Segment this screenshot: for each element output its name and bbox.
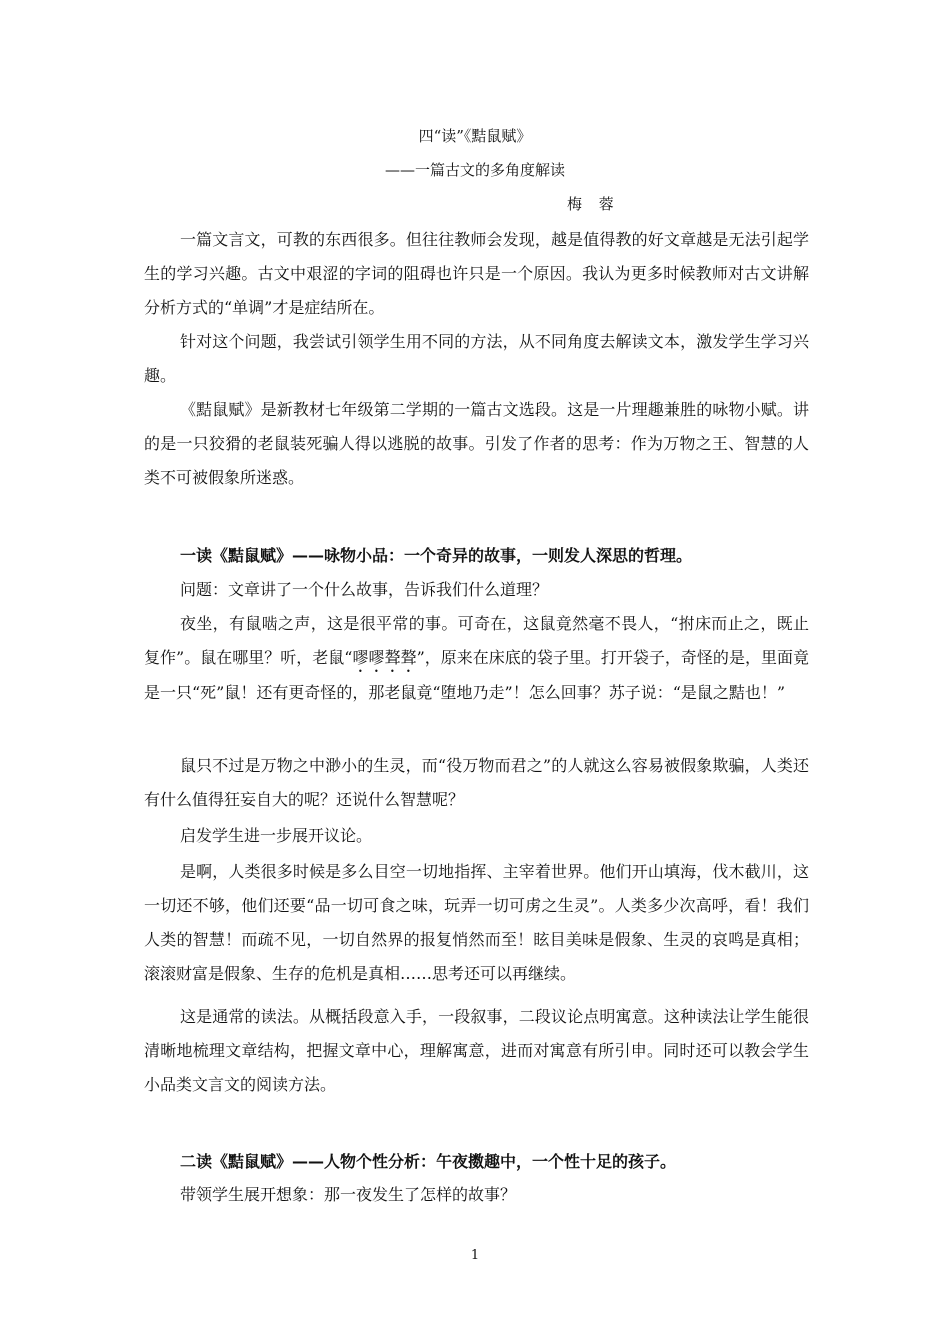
author-name: 梅 蓉 bbox=[567, 195, 620, 213]
section-1-paragraph-1-start: 夜坐，有鼠啮之声，这是很平常的事。可奇在，这鼠竟然毫不畏人，“拊床而止之，既止复作”。鼠在哪里？听，老鼠“ bbox=[144, 614, 809, 667]
intro-paragraph-3: 《黠鼠赋》是新教材七年级第二学期的一篇古文选段。这是一片理趣兼胜的咏物小赋。讲的是一只狡猾的老鼠装死骗人得以逃脱的故事。引发了作者的思考：作为万物之王、智慧的人类不可被假象所迷惑。 bbox=[144, 400, 809, 487]
section-1-paragraph-4: 是啊，人类很多时候是多么目空一切地指挥、主宰着世界。他们开山填海，伐木截川，这一切还不够，他们还要“品一切可食之味，玩弄一切可虏之生灵”。人类多少次高呼，看！我们人类的智慧！而疏不见，一切自然界的报复悄然而至！眩目美味是假象、生灵的哀鸣是真相；滚滚财富是假象、生存的危机是真相……思考还可以再继续。 bbox=[144, 862, 809, 983]
section-1-heading: 一读《黠鼠赋》——咏物小品：一个奇异的故事，一则发人深思的哲理。 bbox=[180, 546, 693, 565]
section-2-paragraph-1: 带领学生展开想象：那一夜发生了怎样的故事？ bbox=[180, 1185, 517, 1204]
section-1-paragraph-1-end: ”，原来在床底的袋子里。打开袋子，奇怪的是，里面竟是一只“死”鼠！还有更奇怪的，那老鼠竟“堕地乃走”！怎么回事？苏子说：“是鼠之黠也！” bbox=[144, 648, 809, 702]
section-1-paragraph-5: 这是通常的读法。从概括段意入手，一段叙事，二段议论点明寓意。这种读法让学生能很清晰地梳理文章结构，把握文章中心，理解寓意，进而对寓意有所引申。同时还可以教会学生小品类文言文的阅读方法。 bbox=[144, 1007, 809, 1094]
document-title: 四“读”《黠鼠赋》 bbox=[418, 127, 532, 145]
intro-paragraph-2: 针对这个问题，我尝试引领学生用不同的方法，从不同角度去解读文本，激发学生学习兴趣。 bbox=[144, 332, 809, 385]
intro-paragraph-1: 一篇文言文，可教的东西很多。但往往教师会发现，越是值得教的好文章越是无法引起学生的学习兴趣。古文中艰涩的字词的阻碍也许只是一个原因。我认为更多时候教师对古文讲解分析方式的“单调”才是症结所在。 bbox=[144, 230, 809, 317]
section-1-paragraph-2: 鼠只不过是万物之中渺小的生灵，而“役万物而君之”的人就这么容易被假象欺骗，人类还有什么值得狂妄自大的呢？还说什么智慧呢？ bbox=[144, 756, 809, 809]
page-number: 1 bbox=[470, 1248, 480, 1263]
emphasized-onomatopoeia: 嘐嘐聱聱 bbox=[352, 648, 417, 667]
section-1-paragraph-3: 启发学生进一步展开议论。 bbox=[180, 826, 373, 845]
section-1-paragraph-1 bbox=[144, 607, 809, 710]
section-1-question: 问题：文章讲了一个什么故事，告诉我们什么道理？ bbox=[180, 580, 549, 599]
document-subtitle: ——一篇古文的多角度解读 bbox=[384, 161, 565, 179]
section-2-heading: 二读《黠鼠赋》——人物个性分析：午夜擞趣中，一个性十足的孩子。 bbox=[180, 1152, 677, 1171]
